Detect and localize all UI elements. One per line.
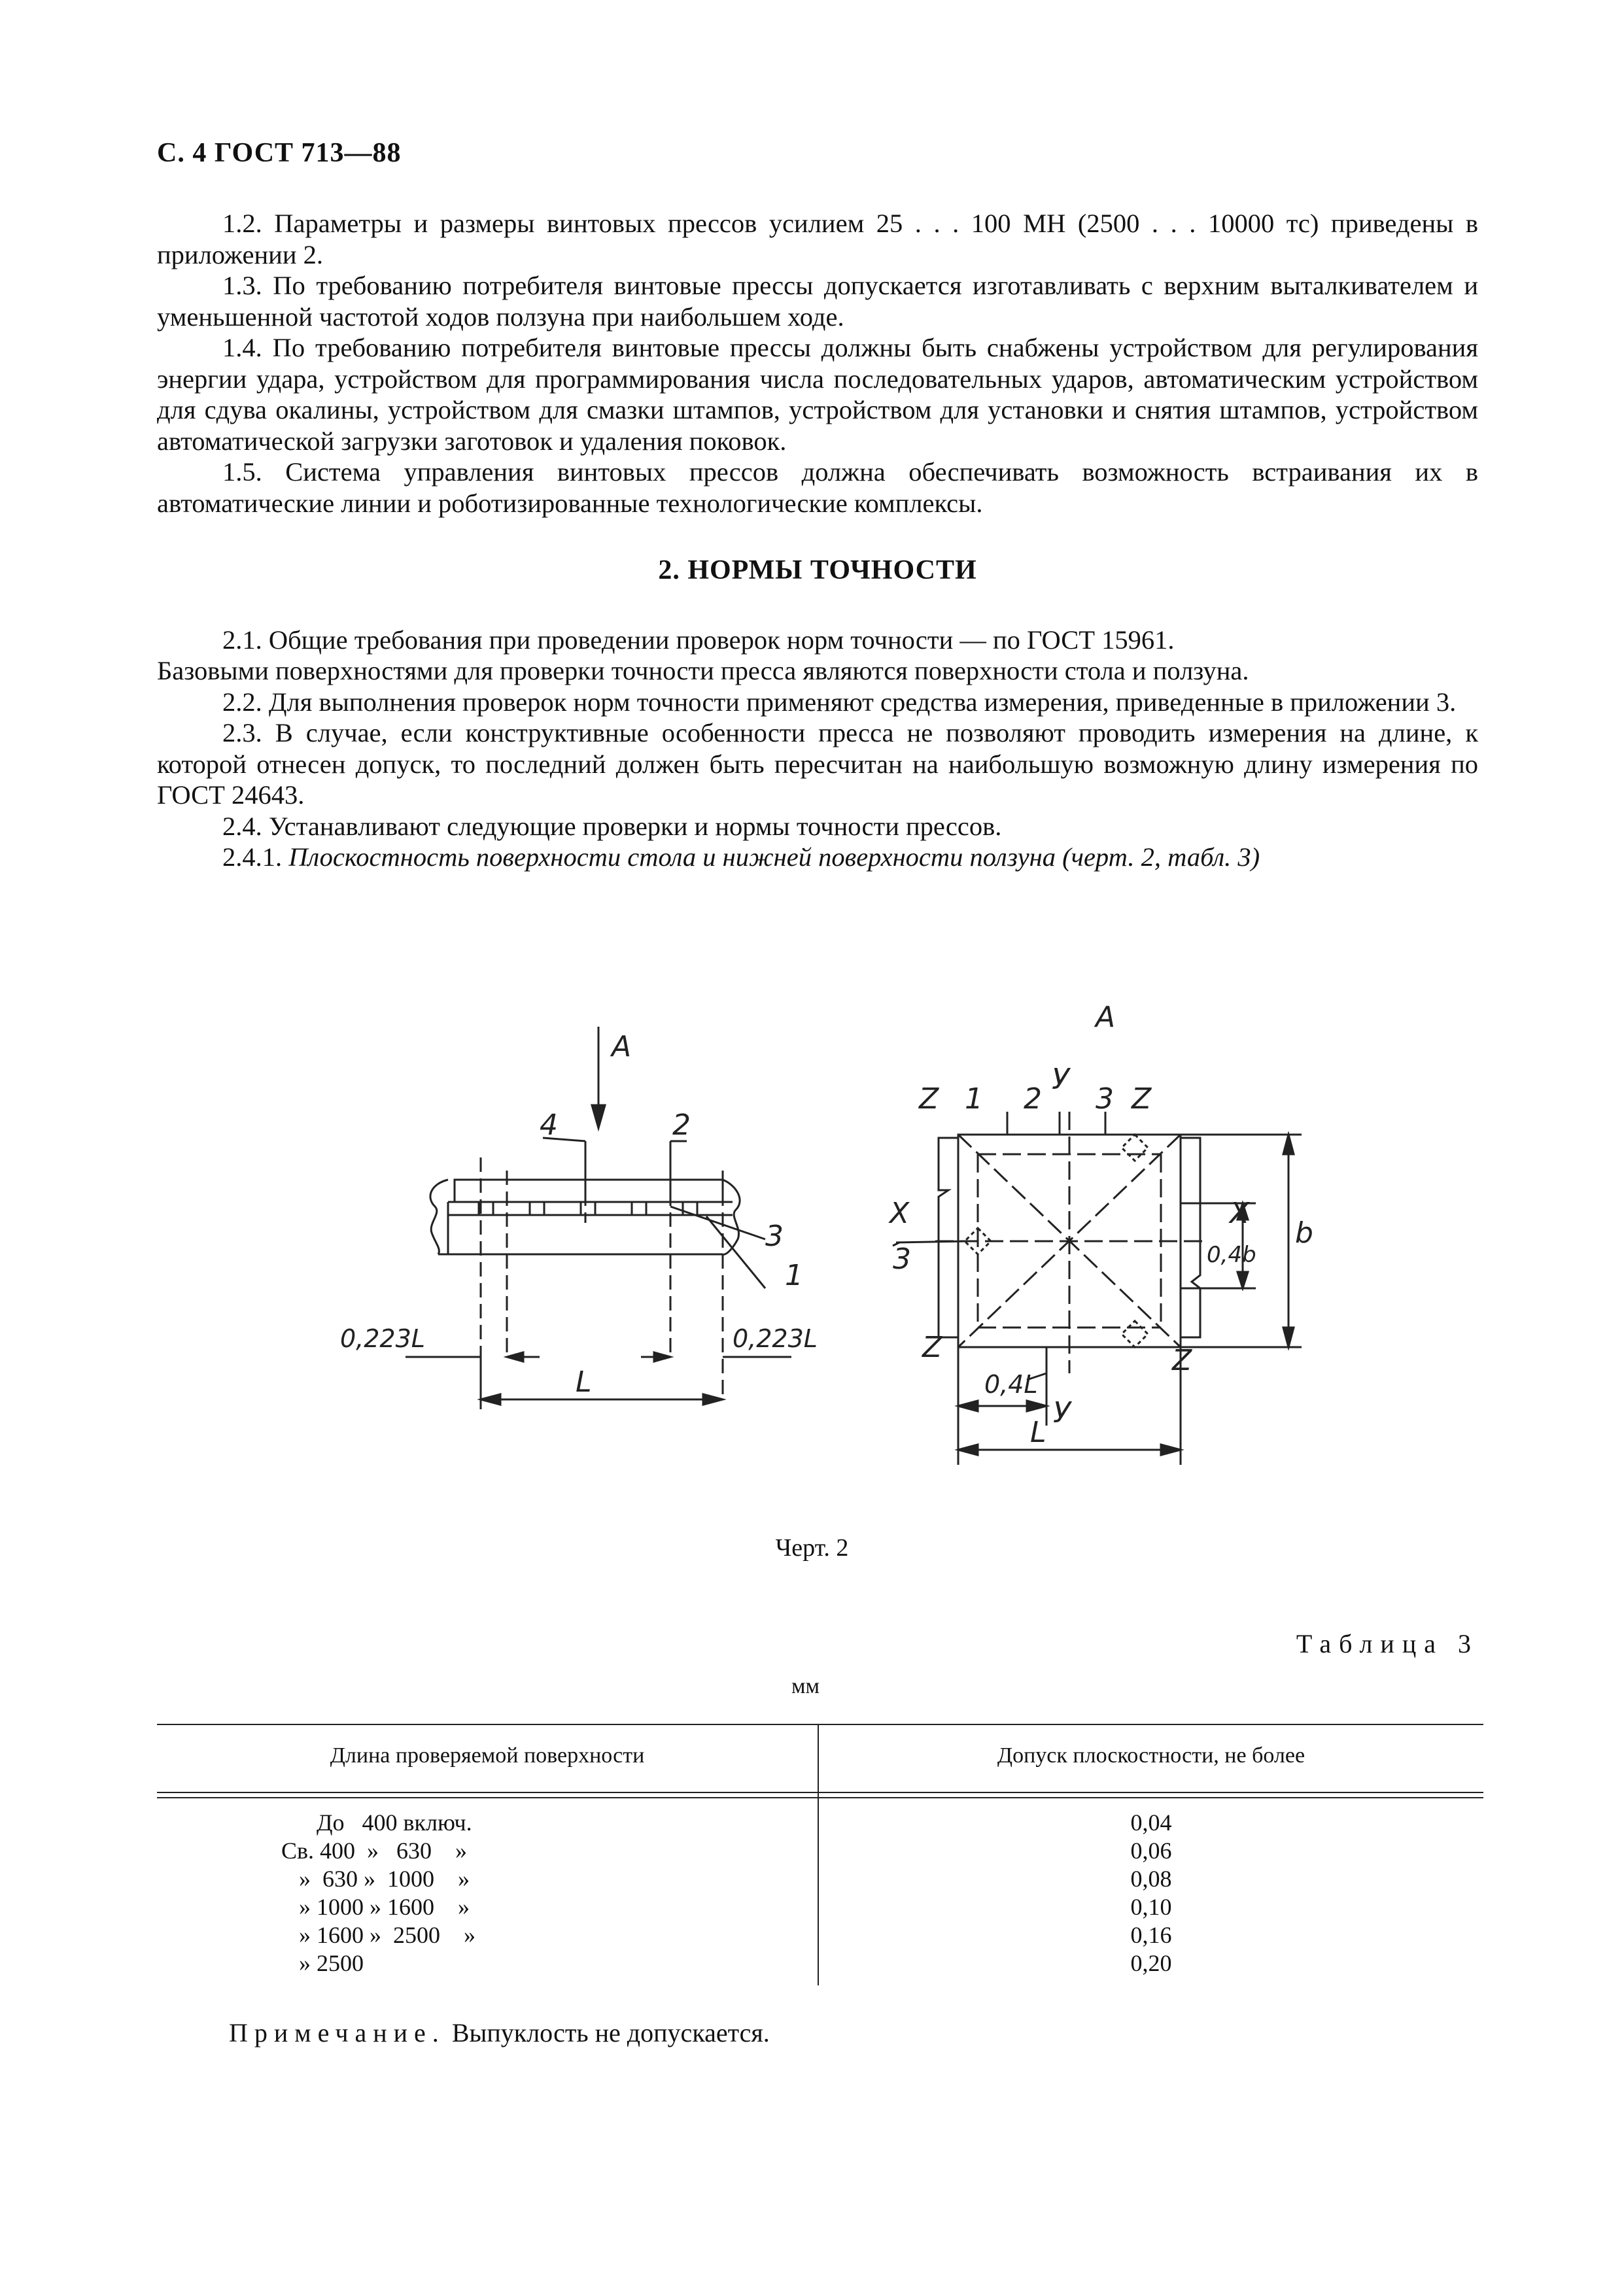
- drawing-svg: [314, 981, 1334, 1478]
- label-3-left: 3: [765, 1220, 784, 1253]
- section-title: 2. НОРМЫ ТОЧНОСТИ: [658, 555, 977, 585]
- table-row: [157, 1837, 1483, 1863]
- label-x-right: X: [1230, 1197, 1250, 1230]
- table-cell-length: » 1000 » 1600 »: [281, 1894, 470, 1920]
- paragraph-2-4-1: [157, 842, 1478, 873]
- table-cell-length: » 1600 » 2500 »: [281, 1922, 475, 1948]
- paragraph-2-4-1-number: 2.4.1.: [222, 842, 283, 872]
- label-04b: 0,4b: [1207, 1242, 1256, 1268]
- table-row: [157, 1921, 1483, 1947]
- table-header-length: Длина проверяемой поверхности: [330, 1743, 645, 1768]
- table-note: [229, 2017, 770, 2048]
- paragraph-2-2: 2.2. Для выполнения проверок норм точности применяют средства измерения, приведенные в приложении 3.: [222, 687, 1457, 717]
- table-cell-tolerance: 0,20: [1130, 1950, 1172, 1976]
- paragraph-1-3: 1.3. По требованию потребителя винтовые прессы допускается изготавливать с верхним выталкивателем и уменьшенной частотой ходов ползуна при наибольшем ходе.: [157, 271, 1478, 332]
- label-z-br: Z: [1172, 1344, 1192, 1377]
- label-0223l-right: 0,223L: [733, 1324, 818, 1353]
- note-label: Примечание.: [229, 2018, 445, 2048]
- table-label: Таблица 3: [1296, 1629, 1479, 1658]
- label-04l: 0,4L: [984, 1370, 1038, 1399]
- paragraph-2-3: 2.3. В случае, если конструктивные особенности пресса не позволяют проводить измерения на длине, к которой отнесен допуск, то последний должен быть пересчитан на наибольшую возможную длину измерения по ГОСТ 24643.: [157, 718, 1478, 810]
- label-3-left-view: 3: [893, 1242, 911, 1276]
- table-cell-tolerance: 0,08: [1130, 1866, 1172, 1892]
- document-body: [157, 208, 1478, 873]
- label-2-left: 2: [672, 1108, 691, 1142]
- table-row: [157, 1949, 1483, 1976]
- paragraph-1-5: 1.5. Система управления винтовых прессов должна обеспечивать возможность встраивания их в автоматические линии и роботизированные технологические комплексы.: [157, 457, 1478, 518]
- paragraph-base-surfaces: Базовыми поверхностями для проверки точности пресса являются поверхности стола и ползуна.: [157, 656, 1249, 685]
- table-cell-length: До 400 включ.: [281, 1809, 472, 1836]
- paragraph-2-1: 2.1. Общие требования при проведении проверок норм точности — по ГОСТ 15961.: [222, 625, 1175, 655]
- table-row: [157, 1893, 1483, 1919]
- label-0223l-left: 0,223L: [340, 1324, 425, 1353]
- label-2-top: 2: [1024, 1082, 1042, 1116]
- label-z-tl: Z: [919, 1082, 939, 1116]
- label-l-right: L: [1030, 1416, 1046, 1449]
- note-text: Выпуклость не допускается.: [445, 2018, 770, 2048]
- label-z-bl: Z: [922, 1331, 942, 1364]
- table-cell-tolerance: 0,10: [1130, 1894, 1172, 1920]
- label-3-top: 3: [1096, 1082, 1114, 1116]
- label-b: b: [1295, 1216, 1313, 1250]
- table-unit: мм: [791, 1674, 820, 1698]
- table-row: [157, 1865, 1483, 1891]
- table-cell-tolerance: 0,04: [1130, 1809, 1172, 1836]
- table-cell-length: » 630 » 1000 »: [281, 1866, 470, 1892]
- paragraph-2-4: 2.4. Устанавливают следующие проверки и нормы точности прессов.: [222, 811, 1002, 841]
- table-header-tolerance: Допуск плоскостности, не более: [997, 1743, 1305, 1768]
- table-cell-length: Св. 400 » 630 »: [281, 1838, 468, 1864]
- label-4: 4: [540, 1108, 558, 1142]
- label-l-left: L: [576, 1365, 592, 1399]
- label-z-tr: Z: [1132, 1082, 1152, 1116]
- label-view-a: A: [1096, 1001, 1116, 1034]
- paragraph-1-2: 1.2. Параметры и размеры винтовых прессов усилием 25 . . . 100 МН (2500 . . . 10000 тс) приведены в приложении 2.: [157, 209, 1478, 269]
- table-cell-length: » 2500: [281, 1950, 364, 1976]
- table-cell-tolerance: 0,16: [1130, 1922, 1172, 1948]
- paragraph-1-4: 1.4. По требованию потребителя винтовые прессы должны быть снабжены устройством для регулирования энергии удара, устройством для программирования числа последовательных ударов, автоматическим устройством для сдува окалины, устройством для смазки штампов, устройством для установки и снятия штампов, устройством автоматической загрузки заготовок и удаления поковок.: [157, 333, 1478, 456]
- table-row: [157, 1809, 1483, 1835]
- drawing-2: [314, 981, 1334, 1478]
- paragraph-2-4-1-text: Плоскостность поверхности стола и нижней поверхности ползуна (черт. 2, табл. 3): [288, 842, 1260, 872]
- label-1-left: 1: [785, 1259, 803, 1292]
- table-top-rule: [157, 1724, 1483, 1725]
- label-y-bottom: У: [1053, 1396, 1071, 1430]
- table-header-rule: [157, 1792, 1483, 1798]
- label-x-left: X: [890, 1197, 910, 1230]
- label-y-top: У: [1052, 1063, 1069, 1096]
- page-header: С. 4 ГОСТ 713—88: [157, 138, 402, 168]
- label-view-a-arrow: A: [612, 1030, 632, 1063]
- label-1-top: 1: [965, 1082, 983, 1116]
- table-cell-tolerance: 0,06: [1130, 1838, 1172, 1864]
- figure-caption: Черт. 2: [775, 1534, 849, 1562]
